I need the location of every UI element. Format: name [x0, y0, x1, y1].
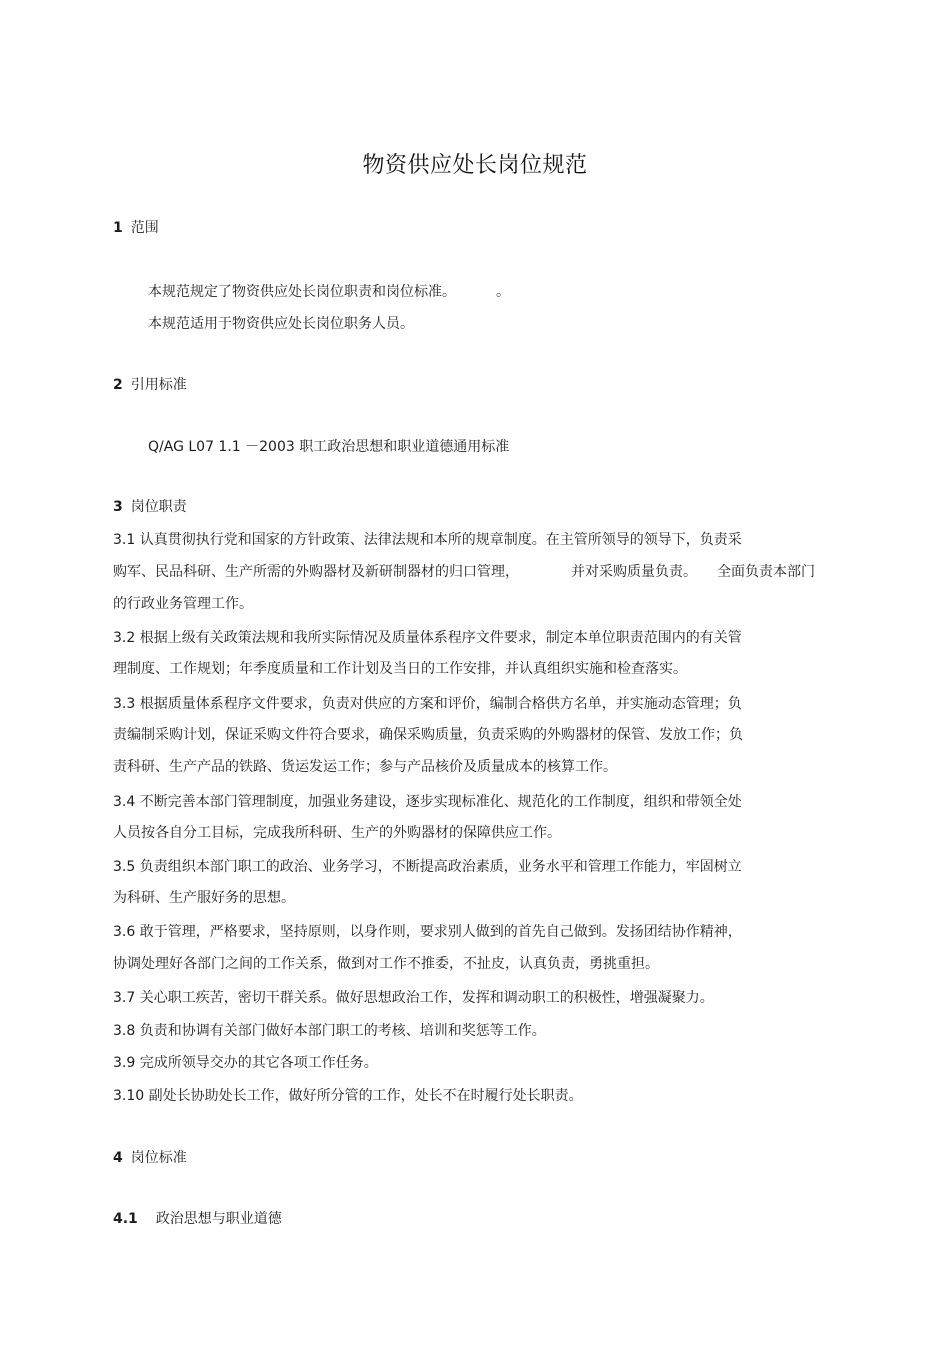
- section-title: 政治思想与职业道德: [155, 1211, 282, 1227]
- section-2-heading: [113, 375, 187, 395]
- reference-standard: Q/AG L07 1.1 －2003 职工政治思想和职业道德通用标准: [148, 439, 510, 455]
- duty-3-3-line-1: 3.3 根据质量体系程序文件要求，负责对供应的方案和评价，编制合格供方名单，并实施动态管理；负: [113, 696, 742, 712]
- section-title: 引用标准: [130, 377, 187, 393]
- section-4-1-heading: [113, 1209, 282, 1229]
- section-title: 岗位职责: [130, 499, 187, 515]
- section-title: 范围: [130, 220, 159, 236]
- duty-text: 购军、民品科研、生产所需的外购器材及新研制器材的归口管理，: [113, 564, 519, 580]
- section-1-heading: [113, 218, 159, 238]
- section-3-heading: [113, 497, 187, 517]
- duty-3-10: 3.10 副处长协助处长工作，做好所分管的工作，处长不在时履行处长职责。: [113, 1088, 583, 1104]
- scope-paragraph-2: 本规范适用于物资供应处长岗位职务人员。: [148, 316, 414, 332]
- duty-text: 全面负责本部门: [717, 564, 815, 580]
- duty-text: 并对采购质量负责。: [571, 564, 697, 580]
- section-title: 岗位标准: [130, 1150, 187, 1166]
- duty-3-3-line-2: 责编制采购计划，保证采购文件符合要求，确保采购质量，负责采购的外购器材的保管、发放工作；负: [113, 727, 743, 743]
- duty-3-4-line-2: 人员按各自分工目标，完成我所科研、生产的外购器材的保障供应工作。: [113, 825, 561, 841]
- duty-3-9: 3.9 完成所领导交办的其它各项工作任务。: [113, 1055, 378, 1071]
- scope-text: 本规范规定了物资供应处长岗位职责和岗位标准。: [148, 284, 456, 300]
- section-number: 3: [113, 499, 123, 515]
- section-number: 4.1: [113, 1211, 138, 1227]
- section-number: 1: [113, 220, 123, 236]
- duty-3-1-line-1: 3.1 认真贯彻执行党和国家的方针政策、法律法规和本所的规章制度。在主管所领导的领导下，负责采: [113, 532, 742, 548]
- duty-3-4-line-1: 3.4 不断完善本部门管理制度，加强业务建设，逐步实现标准化、规范化的工作制度，组织和带领全处: [113, 794, 742, 810]
- scope-trailing-mark: 。: [496, 284, 510, 300]
- duty-3-5-line-2: 为科研、生产服好务的思想。: [113, 890, 295, 906]
- duty-3-2-line-1: 3.2 根据上级有关政策法规和我所实际情况及质量体系程序文件要求，制定本单位职责范围内的有关管: [113, 630, 742, 646]
- duty-3-8: 3.8 负责和协调有关部门做好本部门职工的考核、培训和奖惩等工作。: [113, 1023, 546, 1039]
- duty-3-3-line-3: 责科研、生产产品的铁路、货运发运工作；参与产品核价及质量成本的核算工作。: [113, 759, 617, 775]
- section-number: 4: [113, 1150, 123, 1166]
- duty-3-2-line-2: 理制度、工作规划；年季度质量和工作计划及当日的工作安排，并认真组织实施和检查落实。: [113, 661, 687, 677]
- duty-3-1-line-3: 的行政业务管理工作。: [113, 596, 253, 612]
- duty-3-6-line-1: 3.6 敢于管理，严格要求，坚持原则，以身作则，要求别人做到的首先自己做到。发扬团结协作精神，: [113, 924, 742, 940]
- section-number: 2: [113, 377, 123, 393]
- duty-3-1-line-2: [113, 562, 815, 582]
- duty-3-6-line-2: 协调处理好各部门之间的工作关系，做到对工作不推委，不扯皮，认真负责，勇挑重担。: [113, 956, 659, 972]
- section-4-heading: [113, 1148, 187, 1168]
- page-title: 物资供应处长岗位规范: [362, 153, 588, 178]
- duty-3-7: 3.7 关心职工疾苦，密切干群关系。做好思想政治工作，发挥和调动职工的积极性，增强凝聚力。: [113, 990, 714, 1006]
- duty-3-5-line-1: 3.5 负责组织本部门职工的政治、业务学习，不断提高政治素质，业务水平和管理工作能力，牢固树立: [113, 859, 742, 875]
- scope-paragraph-1: [148, 282, 510, 302]
